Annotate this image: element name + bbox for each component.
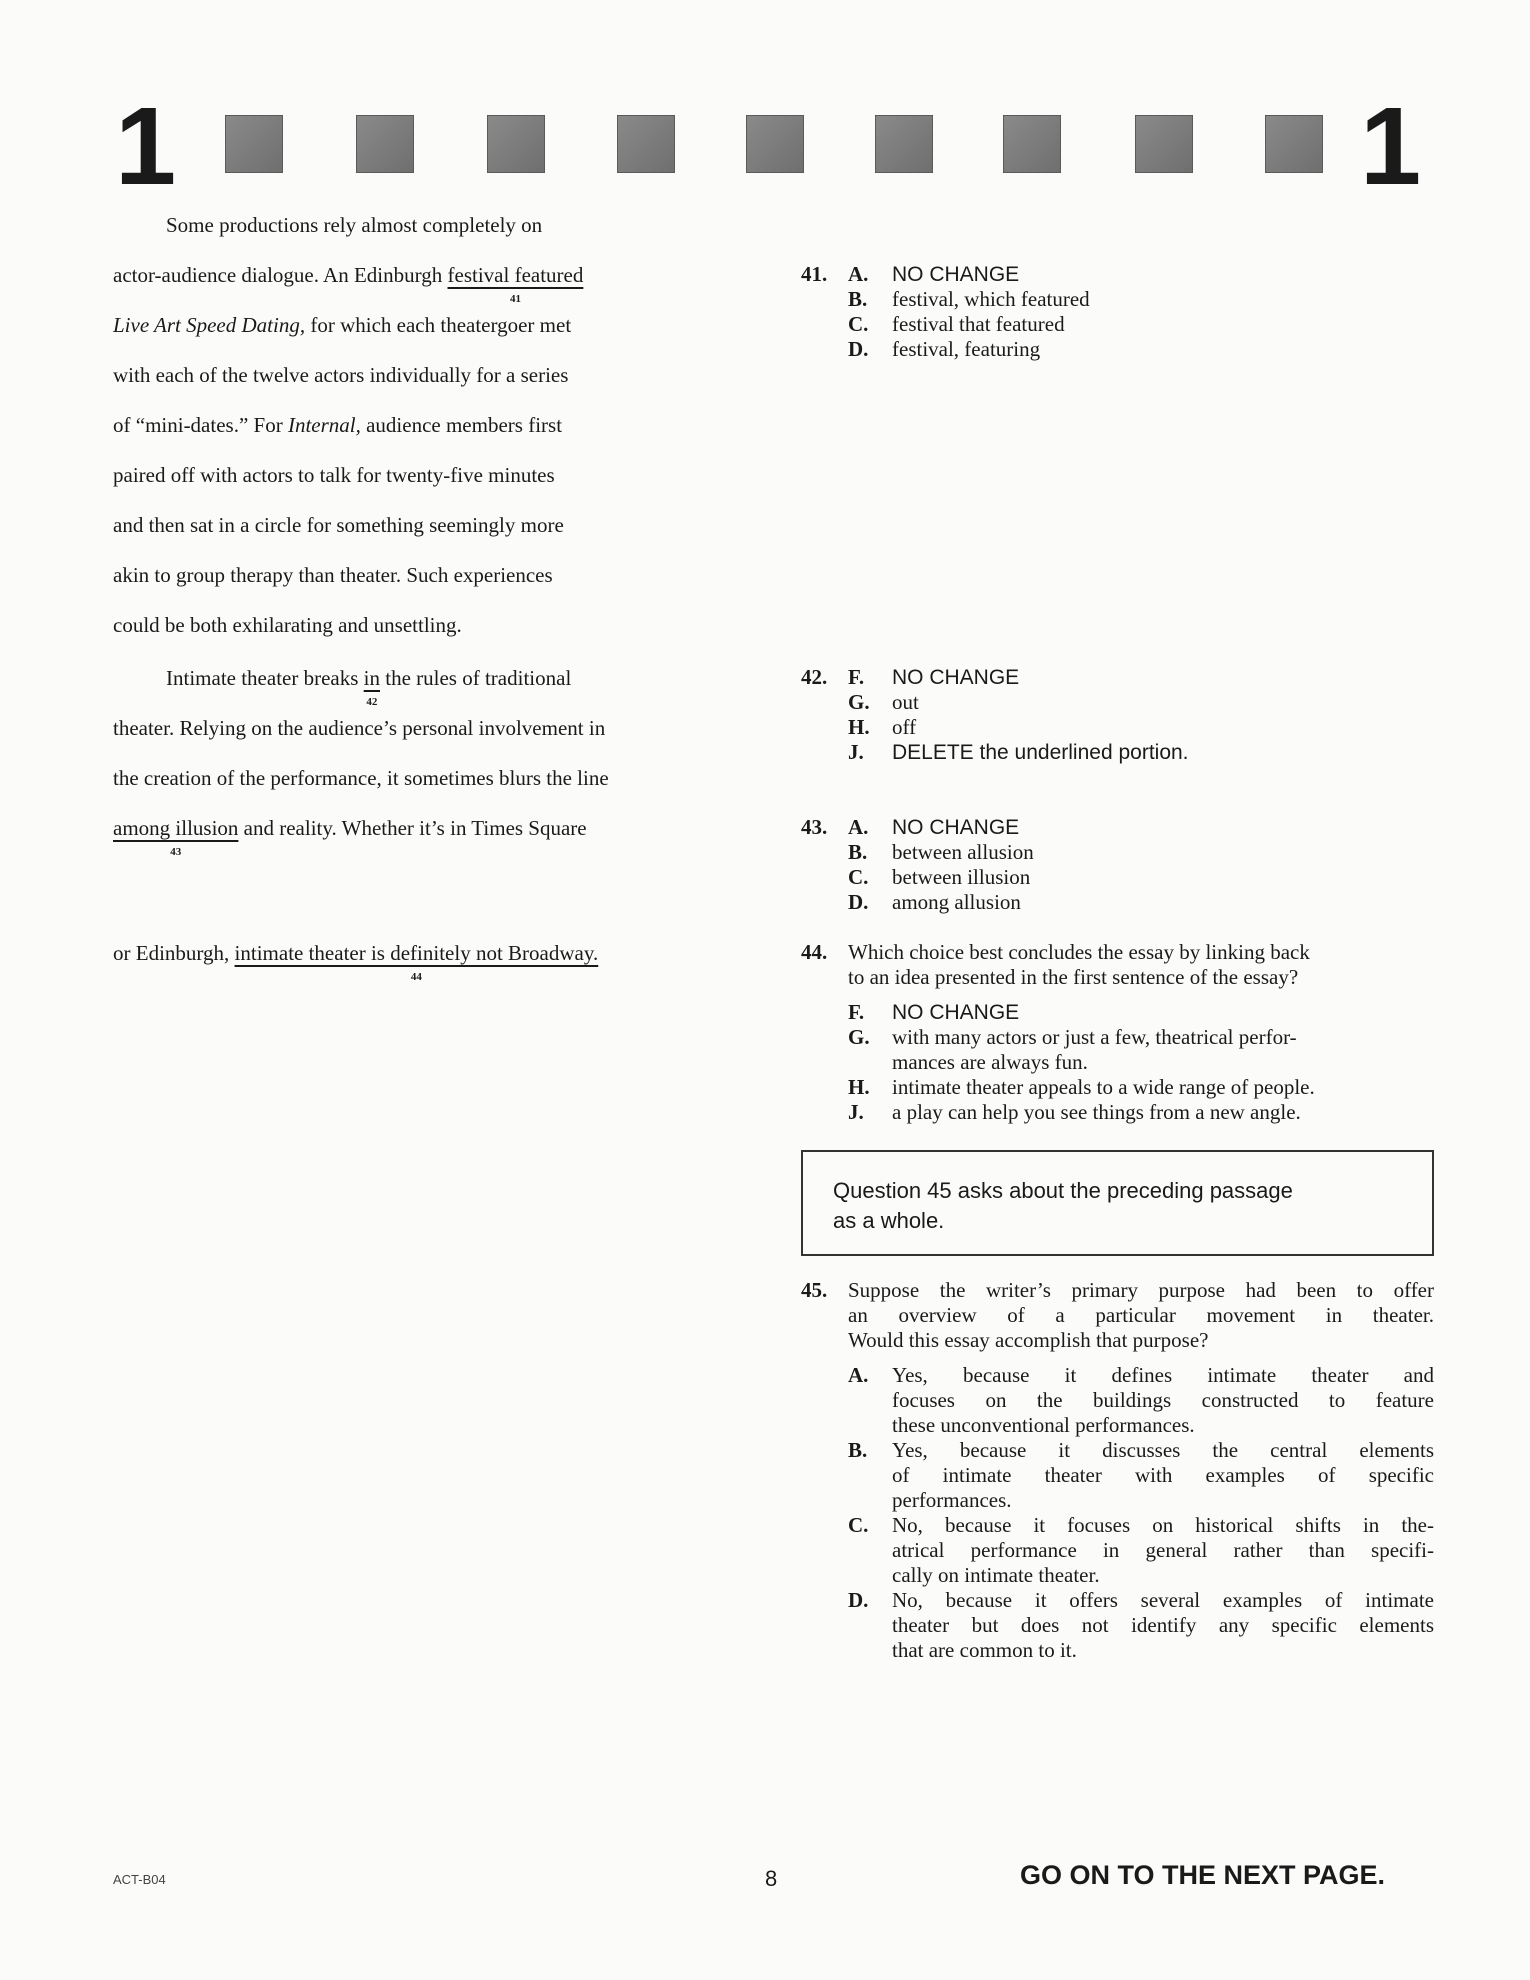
option-c-cont[interactable]: cally on intimate theater. (892, 1563, 1100, 1587)
question-number: 43. (801, 815, 828, 839)
option-g[interactable]: with many actors or just a few, theatrical perfor- (892, 1025, 1297, 1049)
option-a[interactable]: NO CHANGE (892, 816, 1020, 839)
header-square (746, 115, 804, 173)
question-stem: Would this essay accomplish that purpose? (848, 1328, 1209, 1352)
notice-line: as a whole. (833, 1208, 945, 1233)
option-letter: B. (848, 287, 868, 311)
header-square (225, 115, 283, 173)
option-b-cont[interactable]: of intimate theater with examples of specific (892, 1463, 1434, 1487)
passage-line: with each of the twelve actors individually for a series (113, 363, 569, 387)
header-square (487, 115, 545, 173)
option-letter: F. (848, 665, 865, 689)
question-stem: Which choice best concludes the essay by linking back (848, 940, 1310, 964)
question-number: 42. (801, 665, 828, 689)
header-square (356, 115, 414, 173)
option-f[interactable]: NO CHANGE (892, 666, 1020, 689)
underlined-portion-41: festival featured (447, 263, 584, 287)
option-c[interactable]: No, because it focuses on historical shifts in the- (892, 1513, 1434, 1537)
page-number: 8 (765, 1866, 778, 1891)
passage-text: actor-audience dialogue. An Edinburgh (113, 263, 448, 287)
option-h[interactable]: off (892, 715, 917, 739)
option-b-cont[interactable]: performances. (892, 1488, 1012, 1512)
question-marker-44: 44 (410, 971, 422, 983)
passage-line: the creation of the performance, it sometimes blurs the line (113, 766, 609, 790)
header-square (1135, 115, 1193, 173)
passage-line: Some productions rely almost completely on (166, 213, 543, 237)
option-j[interactable]: DELETE the underlined portion. (892, 741, 1189, 764)
title-italic: Internal, (287, 413, 361, 437)
notice-line: Question 45 asks about the preceding passage (833, 1178, 1293, 1203)
underlined-portion-42: in (363, 666, 380, 690)
passage-line (166, 665, 572, 708)
question-stem: an overview of a particular movement in theater. (848, 1303, 1434, 1327)
option-g[interactable]: out (892, 690, 919, 714)
option-f[interactable]: NO CHANGE (892, 1001, 1020, 1024)
option-letter: J. (848, 740, 864, 764)
option-g-cont[interactable]: mances are always fun. (892, 1050, 1088, 1074)
question-stem: to an idea presented in the first sentence of the essay? (848, 965, 1299, 989)
question-marker-41: 41 (509, 293, 521, 305)
option-d[interactable]: festival, featuring (892, 337, 1041, 361)
option-letter: A. (848, 815, 869, 839)
option-h[interactable]: intimate theater appeals to a wide range of people. (892, 1075, 1315, 1099)
passage-line: theater. Relying on the audience’s personal involvement in (113, 716, 606, 740)
question-number: 45. (801, 1278, 828, 1302)
option-letter: G. (848, 1025, 870, 1049)
header-square (875, 115, 933, 173)
option-b[interactable]: festival, which featured (892, 287, 1090, 311)
option-letter: G. (848, 690, 870, 714)
passage-line (113, 262, 584, 305)
header-square (617, 115, 675, 173)
option-c[interactable]: between illusion (892, 865, 1031, 889)
passage-line: could be both exhilarating and unsettling. (113, 613, 462, 637)
option-letter: D. (848, 1588, 869, 1612)
passage-line (113, 940, 599, 983)
option-b[interactable]: Yes, because it discusses the central elements (892, 1438, 1434, 1462)
option-b[interactable]: between allusion (892, 840, 1034, 864)
option-letter: B. (848, 1438, 868, 1462)
option-letter: D. (848, 890, 869, 914)
question-number: 44. (801, 940, 828, 964)
passage-text: and reality. Whether it’s in Times Square (238, 816, 587, 840)
title-italic: Live Art Speed Dating, (113, 313, 306, 337)
option-letter: H. (848, 715, 870, 739)
header-square (1265, 115, 1323, 173)
option-letter: C. (848, 1513, 869, 1537)
option-letter: A. (848, 1363, 869, 1387)
option-letter: F. (848, 1000, 865, 1024)
passage-text: the rules of traditional (380, 666, 572, 690)
passage-line: paired off with actors to talk for twenty-five minutes (113, 463, 555, 487)
passage-whole-notice (801, 1150, 1434, 1256)
question-stem: Suppose the writer’s primary purpose had been to offer (848, 1278, 1434, 1302)
question-number: 41. (801, 262, 828, 286)
passage-text: for which each theatergoer met (305, 313, 572, 337)
test-code: ACT-B04 (113, 1872, 166, 1887)
option-c[interactable]: festival that featured (892, 312, 1065, 336)
option-d[interactable]: No, because it offers several examples of intimate (892, 1588, 1434, 1612)
option-a[interactable]: Yes, because it defines intimate theater and (892, 1363, 1434, 1387)
passage-line (113, 312, 571, 338)
option-a[interactable]: NO CHANGE (892, 263, 1020, 286)
passage-text: audience members first (360, 413, 563, 437)
passage-line: and then sat in a circle for something seemingly more (113, 513, 564, 537)
option-d-cont[interactable]: theater but does not identify any specific elements (892, 1613, 1434, 1637)
underlined-portion-44: intimate theater is definitely not Broadway. (234, 941, 599, 965)
option-j[interactable]: a play can help you see things from a new angle. (892, 1100, 1301, 1124)
option-letter: B. (848, 840, 868, 864)
passage-line: akin to group therapy than theater. Such experiences (113, 563, 553, 587)
passage-text: Intimate theater breaks (166, 666, 364, 690)
option-letter: D. (848, 337, 869, 361)
option-letter: A. (848, 262, 869, 286)
section-number-right: 1 (1360, 85, 1422, 208)
question-marker-42: 42 (366, 696, 378, 708)
option-c-cont[interactable]: atrical performance in general rather than specifi- (892, 1538, 1434, 1562)
option-letter: C. (848, 312, 869, 336)
option-a-cont[interactable]: these unconventional performances. (892, 1413, 1195, 1437)
section-number-left: 1 (115, 85, 177, 208)
option-a-cont[interactable]: focuses on the buildings constructed to feature (892, 1388, 1434, 1412)
underlined-portion-43: among illusion (113, 816, 239, 840)
passage-text: or Edinburgh, (113, 941, 235, 965)
passage-line (113, 412, 562, 438)
option-letter: H. (848, 1075, 870, 1099)
question-marker-43: 43 (170, 846, 182, 858)
header-square (1003, 115, 1061, 173)
option-letter: C. (848, 865, 869, 889)
option-d-cont[interactable]: that are common to it. (892, 1638, 1077, 1662)
option-d[interactable]: among allusion (892, 890, 1021, 914)
passage-text: of “mini-dates.” For (113, 413, 288, 437)
option-letter: J. (848, 1100, 864, 1124)
passage-line (113, 815, 587, 858)
go-on-notice: GO ON TO THE NEXT PAGE. (1020, 1860, 1386, 1890)
